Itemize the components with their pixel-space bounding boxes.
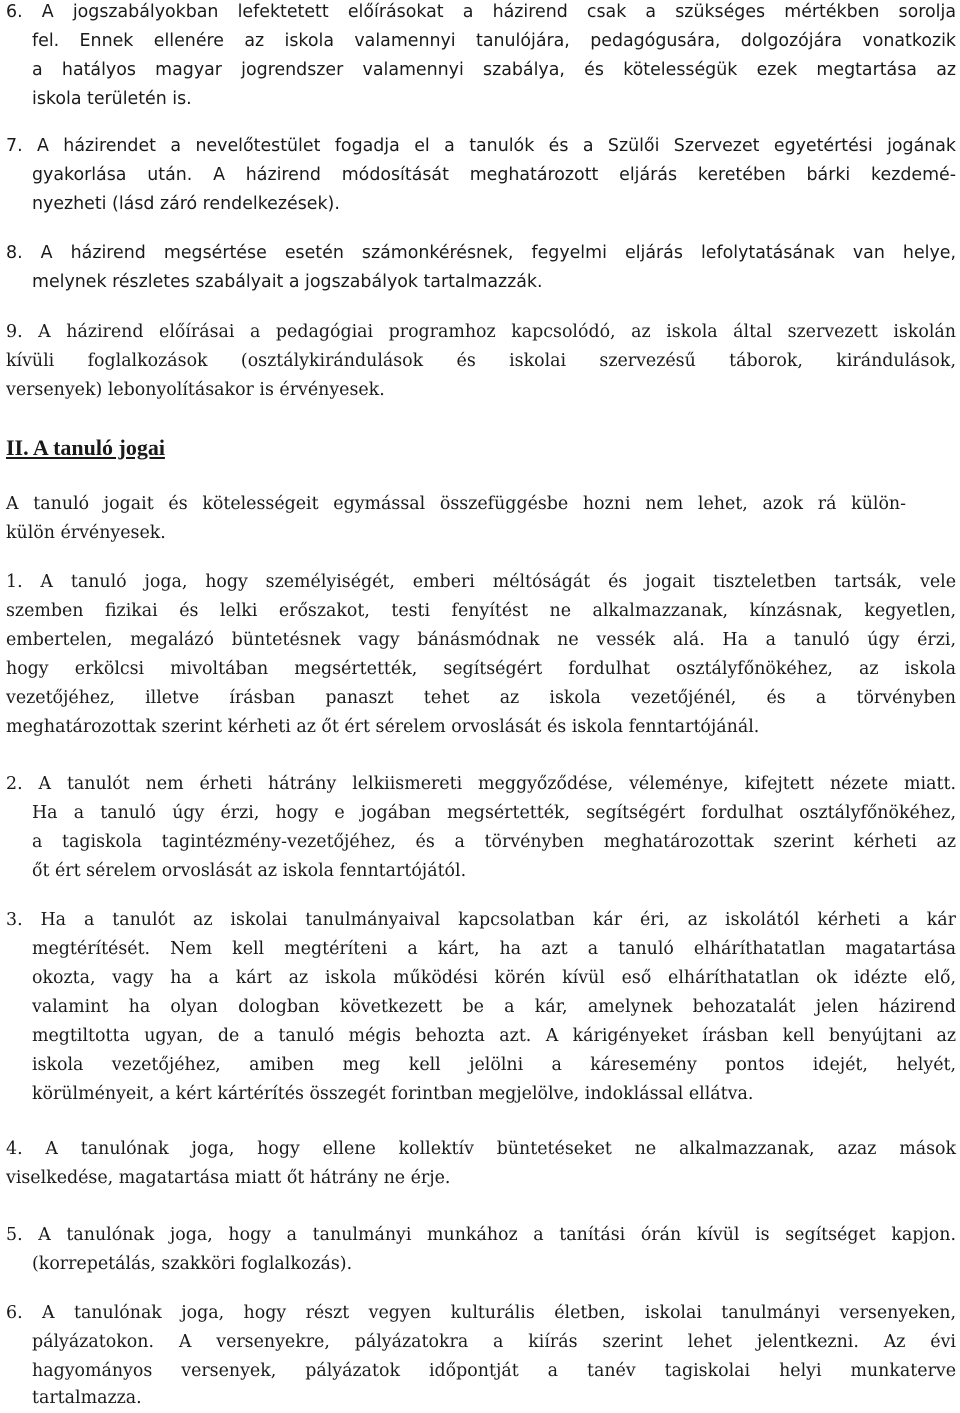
right-5-line-1: 5. A tanulónak joga, hogy a tanulmányi munkához a tanítási órán kívül is segítséget kapjon. bbox=[6, 1225, 956, 1245]
paragraph-8-line-1: 8. A házirend megsértése esetén számonkérésnek, fegyelmi eljárás lefolytatásának van helye, bbox=[6, 243, 956, 263]
right-2-line-1: 2. A tanulót nem érheti hátrány lelkiismereti meggyőződése, véleménye, kifejtett nézete miatt. bbox=[6, 774, 956, 794]
right-1-line-3: embertelen, megalázó büntetésnek vagy bánásmódnak ne vessék alá. Ha a tanuló úgy érzi, bbox=[6, 630, 956, 650]
right-4-line-2: viselkedése, magatartása miatt őt hátrány ne érje. bbox=[6, 1168, 451, 1188]
right-6-line-1: 6. A tanulónak joga, hogy részt vegyen kulturális életben, iskolai tanulmányi versenyeken, bbox=[6, 1303, 956, 1323]
section-heading: II. A tanuló jogai bbox=[6, 435, 165, 460]
right-3-line-2: megtérítését. Nem kell megtéríteni a kárt, ha azt a tanuló elháríthatatlan magatartása bbox=[32, 939, 956, 959]
paragraph-6-line-2: fel. Ennek ellenére az iskola valamennyi tanulójára, pedagógusára, dolgozójára vonatkozik bbox=[32, 31, 956, 51]
paragraph-9-line-1: 9. A házirend előírásai a pedagógiai programhoz kapcsolódó, az iskola által szervezett iskolán bbox=[6, 322, 956, 342]
right-1-line-6: meghatározottak szerint kérheti az őt ért sérelem orvoslását és iskola fenntartójánál. bbox=[6, 717, 760, 737]
paragraph-7-line-2: gyakorlása után. A házirend módosítását meghatározott eljárás keretében bárki kezdemé- bbox=[32, 165, 956, 185]
paragraph-6-line-1: 6. A jogszabályokban lefektetett előírásokat a házirend csak a szükséges mértékben sorolja bbox=[6, 2, 956, 22]
intro-line-1: A tanuló jogait és kötelességeit egymással összefüggésbe hozni nem lehet, azok rá külön- bbox=[6, 494, 906, 514]
right-3-line-3: okozta, vagy ha a kárt az iskola működési körén kívül eső elháríthatatlan ok idézte elő, bbox=[32, 968, 956, 988]
right-1-line-1: 1. A tanuló joga, hogy személyiségét, emberi méltóságát és jogait tiszteletben tartsák, vele bbox=[6, 572, 956, 592]
right-2-line-3: a tagiskola tagintézmény-vezetőjéhez, és a törvényben meghatározottak szerint kérheti az bbox=[32, 832, 956, 852]
paragraph-7-line-1: 7. A házirendet a nevelőtestület fogadja el a tanulók és a Szülői Szervezet egyetértési jogának bbox=[6, 136, 956, 156]
paragraph-9-line-3: versenyek) lebonyolításakor is érvényesek. bbox=[6, 380, 385, 400]
paragraph-9-line-2: kívüli foglalkozások (osztálykirándulások és iskolai szervezésű táborok, kirándulások, bbox=[6, 351, 956, 371]
intro-line-2: külön érvényesek. bbox=[6, 523, 166, 543]
right-3-line-1: 3. Ha a tanulót az iskolai tanulmányaival kapcsolatban kár éri, az iskolától kérheti a kár bbox=[6, 910, 956, 930]
right-6-line-3: hagyományos versenyek, pályázatok időpontját a tanév tagiskolai helyi munkaterve bbox=[32, 1361, 956, 1381]
right-5-line-2: (korrepetálás, szakköri foglalkozás). bbox=[32, 1254, 353, 1274]
right-1-line-5: vezetőjéhez, illetve írásban panaszt tehet az iskola vezetőjénél, és a törvényben bbox=[6, 688, 956, 708]
paragraph-7-line-3: nyezheti (lásd záró rendelkezések). bbox=[32, 194, 340, 214]
right-1-line-4: hogy erkölcsi mivoltában megsértették, segítségért fordulhat osztályfőnökéhez, az iskola bbox=[6, 659, 956, 679]
right-2-line-4: őt ért sérelem orvoslását az iskola fenntartójától. bbox=[32, 861, 467, 881]
paragraph-6-line-3: a hatályos magyar jogrendszer valamennyi szabálya, és kötelességük ezek megtartása az bbox=[32, 60, 956, 80]
right-4-line-1: 4. A tanulónak joga, hogy ellene kollektív büntetéseket ne alkalmazzanak, azaz mások bbox=[6, 1139, 956, 1159]
right-3-line-4: valamint ha olyan dologban következett be a kár, amelynek behozatalát jelen házirend bbox=[32, 997, 956, 1017]
right-1-line-2: szemben fizikai és lelki erőszakot, testi fenyítést ne alkalmazzanak, kínzásnak, kegyetlen, bbox=[6, 601, 956, 621]
paragraph-8-line-2: melynek részletes szabályait a jogszabályok tartalmazzák. bbox=[32, 272, 543, 292]
right-2-line-2: Ha a tanuló úgy érzi, hogy e jogában megsértették, segítségért fordulhat osztályfőnökéhez, bbox=[32, 803, 956, 823]
right-6-line-4: tartalmazza. bbox=[32, 1388, 142, 1408]
right-3-line-7: körülményeit, a kért kártérítés összegét forintban megjelölve, indoklással ellátva. bbox=[32, 1084, 754, 1104]
right-6-line-2: pályázatokon. A versenyekre, pályázatokra a kiírás szerint lehet jelentkezni. Az évi bbox=[32, 1332, 956, 1352]
right-3-line-6: iskola vezetőjéhez, amiben meg kell jelölni a káresemény pontos idejét, helyét, bbox=[32, 1055, 956, 1075]
paragraph-6-line-4: iskola területén is. bbox=[32, 89, 192, 109]
right-3-line-5: megtiltotta ugyan, de a tanuló mégis behozta azt. A kárigényeket írásban kell benyújtani az bbox=[32, 1026, 956, 1046]
